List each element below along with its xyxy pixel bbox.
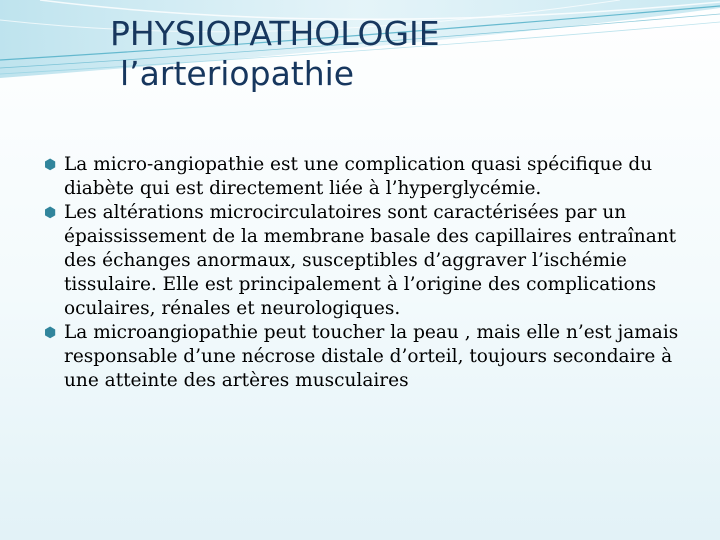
- hexagon-bullet-icon: ⬢: [44, 157, 57, 173]
- bullet-list: [44, 153, 694, 393]
- bullet-text: La micro-angiopathie est une complication quasi spécifique du diabète qui est directement liée à l’hyperglycémie.: [64, 154, 653, 199]
- bullet-text: La microangiopathie peut toucher la peau , mais elle n’est jamais responsable d’une nécrose distale d’orteil, toujours secondaire à une atteinte des artères musculaires: [64, 322, 679, 391]
- title-line-2: l’arteriopathie: [120, 54, 355, 93]
- title-line-1: PHYSIOPATHOLOGIE: [110, 14, 440, 53]
- slide-title: [110, 14, 630, 94]
- hexagon-bullet-icon: ⬢: [44, 205, 57, 221]
- bullet-item: [44, 153, 694, 201]
- bullet-item: [44, 201, 694, 321]
- bullet-item: [44, 321, 694, 393]
- hexagon-bullet-icon: ⬢: [44, 325, 57, 341]
- bullet-text: Les altérations microcirculatoires sont caractérisées par un épaississement de la membrane basale des capillaires entraînant des échanges anormaux, susceptibles d’aggraver l’ischémie tissulaire. Elle est principalement à l’origine des complications oculaires, rénales et neurologiques.: [64, 202, 677, 319]
